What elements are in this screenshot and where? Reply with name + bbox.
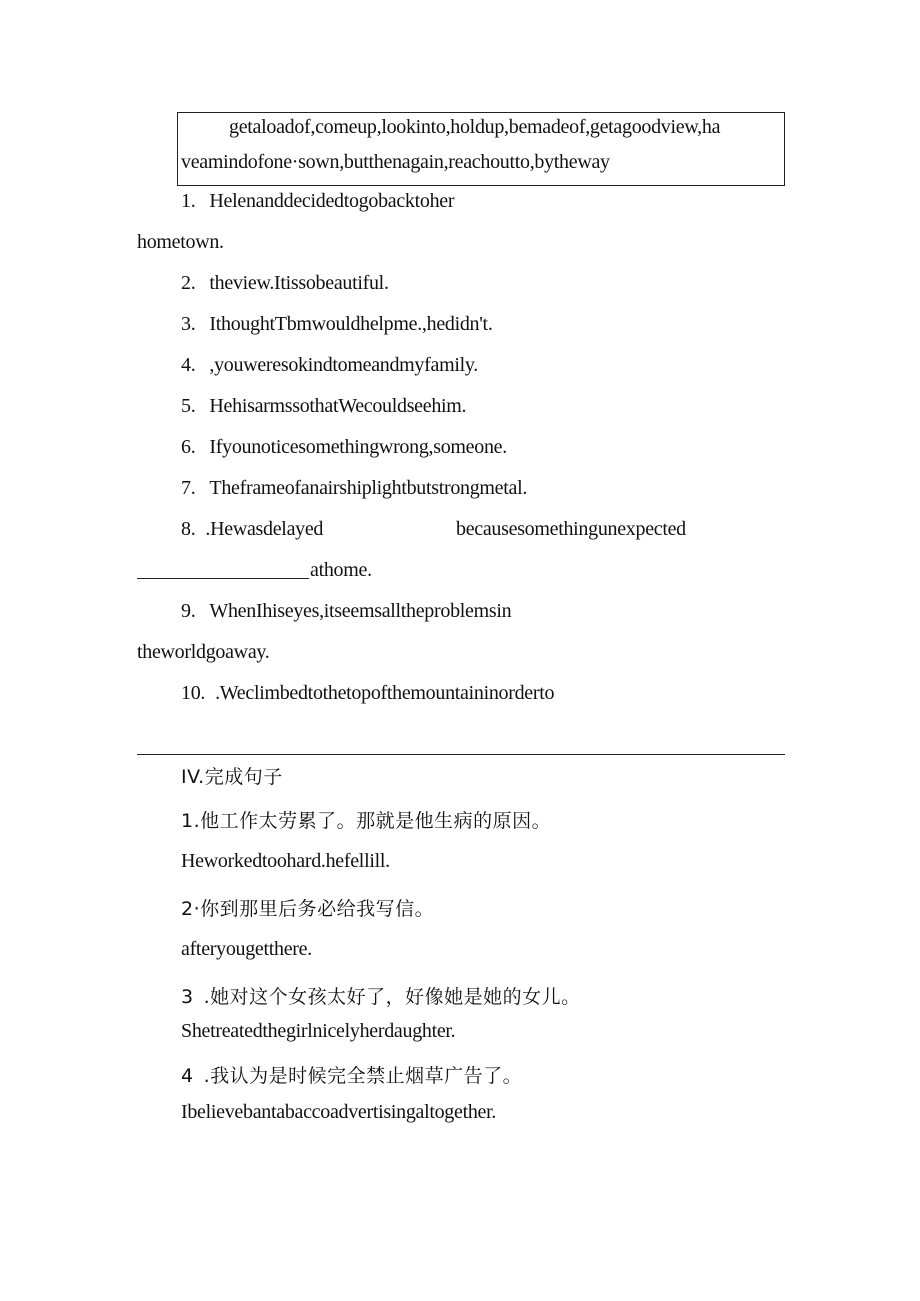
item-text: WhenIhiseyes,itseemsalltheproblemsin (209, 600, 512, 622)
exercise-item-2 (181, 272, 389, 295)
item-text: .我认为是时候完全禁止烟草广告了。 (203, 1065, 523, 1087)
translation-item-1-chinese: 1.他工作太劳累了。那就是他生病的原因。 (181, 810, 552, 832)
item-number: 3. (181, 313, 196, 335)
translation-item-4-english: Ibelievebantabaccoadvertisingaltogether. (181, 1101, 497, 1123)
item-text: theview.Itissobeautiful. (209, 272, 389, 294)
translation-item-1-english: Heworkedtoohard.hefellill. (181, 850, 390, 872)
item-number: 3 (181, 986, 194, 1008)
item-number: 1. (181, 190, 196, 212)
item-number: 2. (181, 272, 196, 294)
translation-item-3-chinese (181, 982, 581, 1009)
exercise-item-9 (181, 600, 511, 623)
exercise-item-10 (181, 682, 554, 705)
item-number: 9. (181, 600, 196, 622)
section-iv-heading: IV.完成句子 (181, 766, 283, 788)
item-text: .她对这个女孩太好了，好像她是她的女儿。 (203, 986, 581, 1008)
exercise-item-4 (181, 354, 478, 377)
exercise-item-8 (181, 518, 323, 541)
item-text: .Hewasdelayed (205, 518, 324, 540)
translation-item-3-english: Shetreatedthegirlnicelyherdaughter. (181, 1020, 456, 1042)
item-text: Ifyounoticesomethingwrong,someone. (209, 436, 507, 458)
item-number: 4 (181, 1065, 194, 1087)
item-number: 8. (181, 518, 196, 540)
item-number: 10. (181, 682, 206, 704)
exercise-item-6 (181, 436, 507, 459)
translation-item-2-chinese: 2·你到那里后务必给我写信。 (181, 898, 435, 920)
item-text: .Weclimbedtothetopofthemountaininorderto (215, 682, 555, 704)
answer-line (137, 754, 785, 755)
item-number: 6. (181, 436, 196, 458)
item-text: HehisarmssothatWecouldseehim. (209, 395, 467, 417)
word-bank-line-2: veamindofone·sown,butthenagain,reachoutto,bytheway (181, 151, 610, 173)
exercise-item-7 (181, 477, 527, 500)
item-text: Theframeofanairshiplightbutstrongmetal. (209, 477, 528, 499)
item-number: 4. (181, 354, 196, 376)
word-bank-line-1: getaloadof,comeup,lookinto,holdup,bemadeof,getagoodview,ha (229, 116, 721, 138)
translation-item-2-english: afteryougetthere. (181, 938, 312, 960)
item-number: 7. (181, 477, 196, 499)
exercise-item-8-part-2: becausesomethingunexpected (456, 518, 686, 540)
exercise-item-8-continuation: athome. (310, 559, 372, 581)
exercise-item-3 (181, 313, 493, 336)
item-text: Helenanddecidedtogobacktoher (209, 190, 455, 212)
item-text: ,youweresokindtomeandmyfamily. (209, 354, 478, 376)
item-number: 5. (181, 395, 196, 417)
translation-item-4-chinese (181, 1061, 522, 1088)
exercise-item-1 (181, 190, 454, 213)
item-text: IthoughtTbmwouldhelpme.,hedidn't. (209, 313, 493, 335)
exercise-item-5 (181, 395, 466, 418)
answer-blank (137, 578, 309, 579)
exercise-item-9-continuation: theworldgoaway. (137, 641, 270, 663)
exercise-item-1-continuation: hometown. (137, 231, 224, 253)
